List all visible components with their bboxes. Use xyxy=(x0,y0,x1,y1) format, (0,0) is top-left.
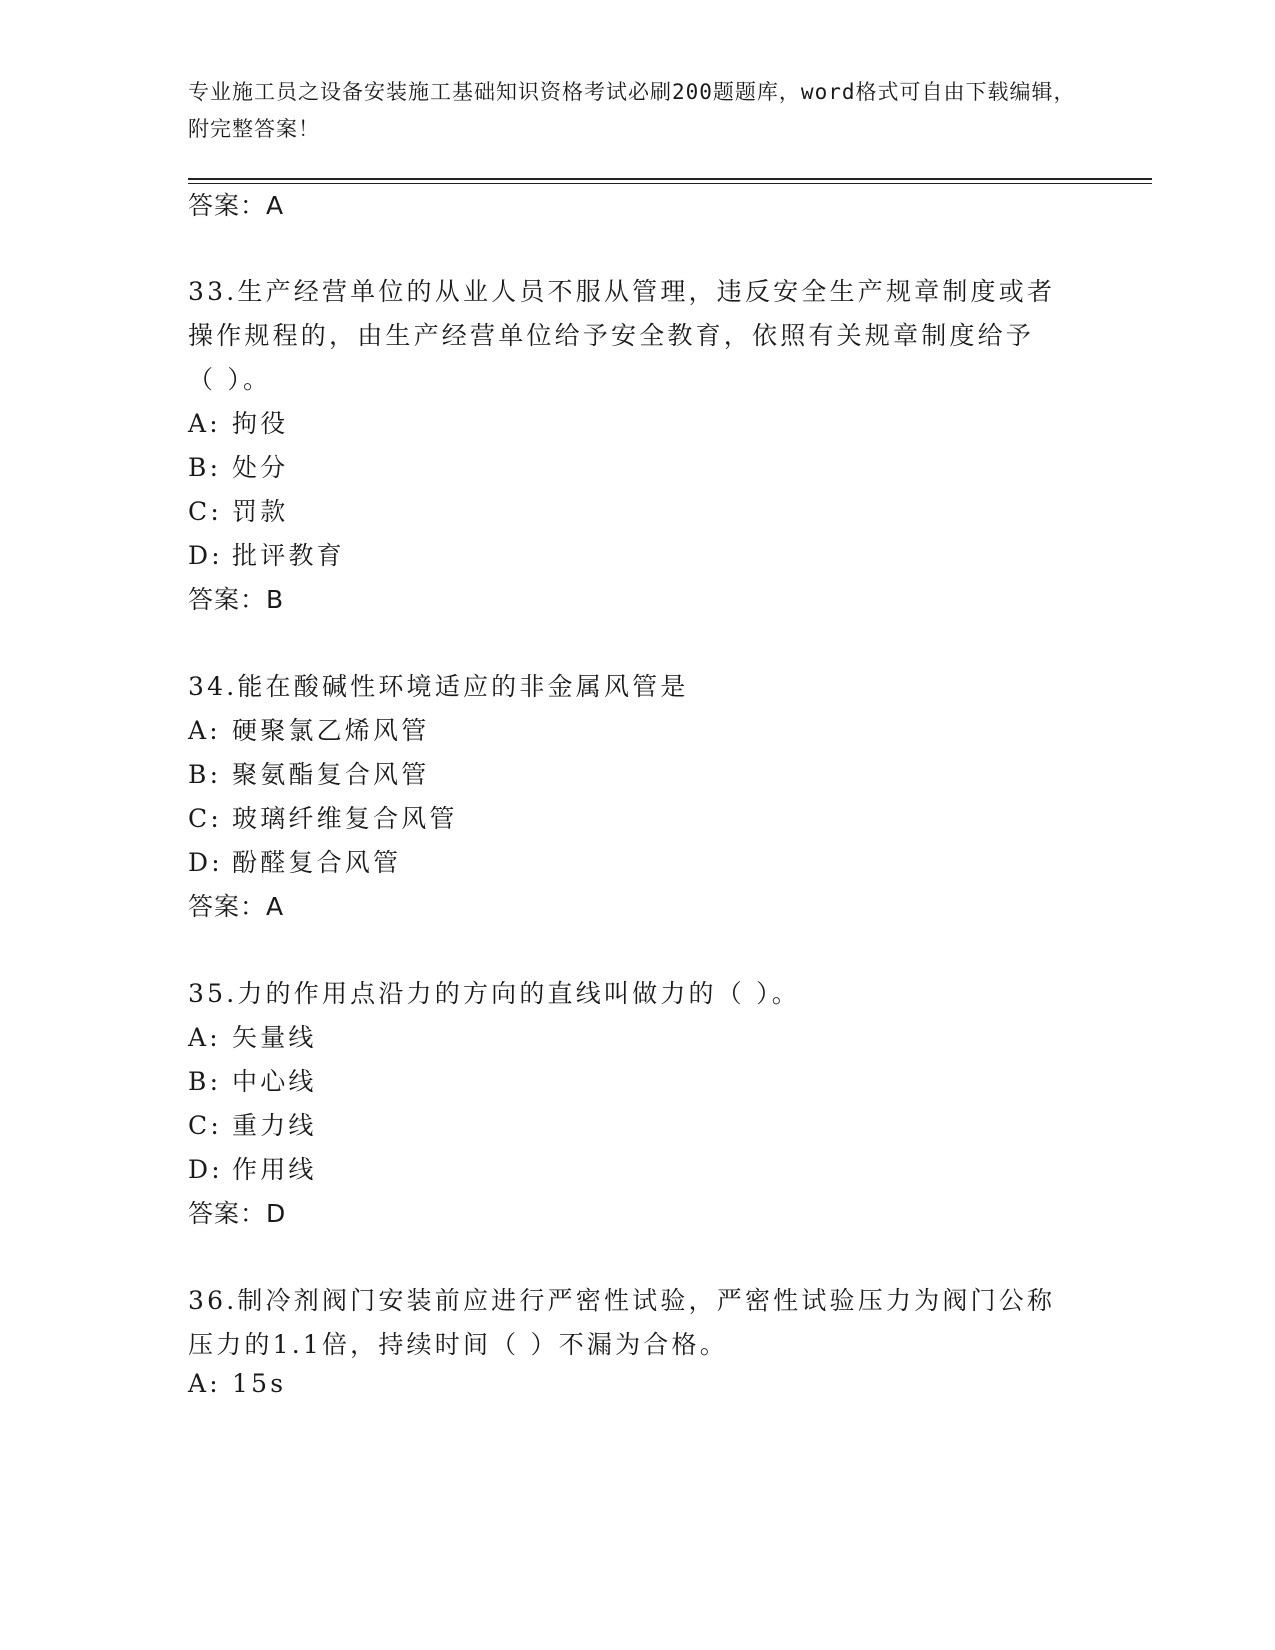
option-text: 作用线 xyxy=(232,1155,317,1184)
option-text: 硬聚氯乙烯风管 xyxy=(232,716,430,745)
option-c xyxy=(188,1106,317,1142)
option-text: 中心线 xyxy=(232,1067,317,1096)
option-text: 矢量线 xyxy=(232,1023,317,1052)
question-text-line: 34.能在酸碱性环境适应的非金属风管是 xyxy=(188,672,689,701)
option-d xyxy=(188,843,401,879)
option-b xyxy=(188,755,429,791)
option-key: D: xyxy=(188,848,223,877)
option-c xyxy=(188,492,288,528)
option-b xyxy=(188,1062,317,1098)
question-text-line: 36.制冷剂阀门安装前应进行严密性试验，严密性试验压力为阀门公称 xyxy=(188,1286,1056,1315)
option-c xyxy=(188,799,458,835)
option-d xyxy=(188,1150,317,1186)
option-key: B: xyxy=(188,760,222,789)
question-text-line: 操作规程的，由生产经营单位给予安全教育，依照有关规章制度给予 xyxy=(188,321,1035,350)
option-a xyxy=(188,1018,317,1054)
option-a xyxy=(188,1369,286,1398)
option-text: 15s xyxy=(232,1369,287,1398)
option-key: B: xyxy=(188,453,222,482)
option-text: 酚醛复合风管 xyxy=(232,848,402,877)
option-b xyxy=(188,448,288,484)
option-key: C: xyxy=(188,497,222,526)
option-text: 聚氨酯复合风管 xyxy=(232,760,430,789)
option-text: 玻璃纤维复合风管 xyxy=(232,804,458,833)
option-text: 批评教育 xyxy=(232,541,345,570)
option-key: A: xyxy=(188,716,221,745)
option-text: 拘役 xyxy=(232,409,289,438)
option-key: D: xyxy=(188,541,223,570)
option-key: A: xyxy=(188,1023,221,1052)
option-a xyxy=(188,711,429,747)
previous-answer: 答案：A xyxy=(188,191,285,220)
document-header-title: 专业施工员之设备安装施工基础知识资格考试必刷200题题库，word格式可自由下载编辑，附完整答案！ xyxy=(188,80,1076,141)
option-text: 罚款 xyxy=(232,497,289,526)
option-key: A: xyxy=(188,1369,221,1398)
option-key: C: xyxy=(188,1111,222,1140)
option-key: A: xyxy=(188,409,221,438)
question-text-line: 35.力的作用点沿力的方向的直线叫做力的（ ）。 xyxy=(188,979,801,1008)
option-key: C: xyxy=(188,804,222,833)
answer-text: 答案：A xyxy=(188,892,285,921)
option-key: B: xyxy=(188,1067,222,1096)
header-divider-thin xyxy=(188,183,1152,184)
header-divider xyxy=(188,178,1152,180)
answer-text: 答案：D xyxy=(188,1199,287,1228)
question-text-line: （ ）。 xyxy=(188,365,272,394)
question-text-line: 压力的1.1倍，持续时间（ ）不漏为合格。 xyxy=(188,1330,728,1359)
answer-text: 答案：B xyxy=(188,585,285,614)
question-text-line: 33.生产经营单位的从业人员不服从管理，违反安全生产规章制度或者 xyxy=(188,277,1056,306)
option-text: 处分 xyxy=(232,453,289,482)
option-d xyxy=(188,536,345,572)
option-a xyxy=(188,404,288,440)
option-key: D: xyxy=(188,1155,223,1184)
option-text: 重力线 xyxy=(232,1111,317,1140)
